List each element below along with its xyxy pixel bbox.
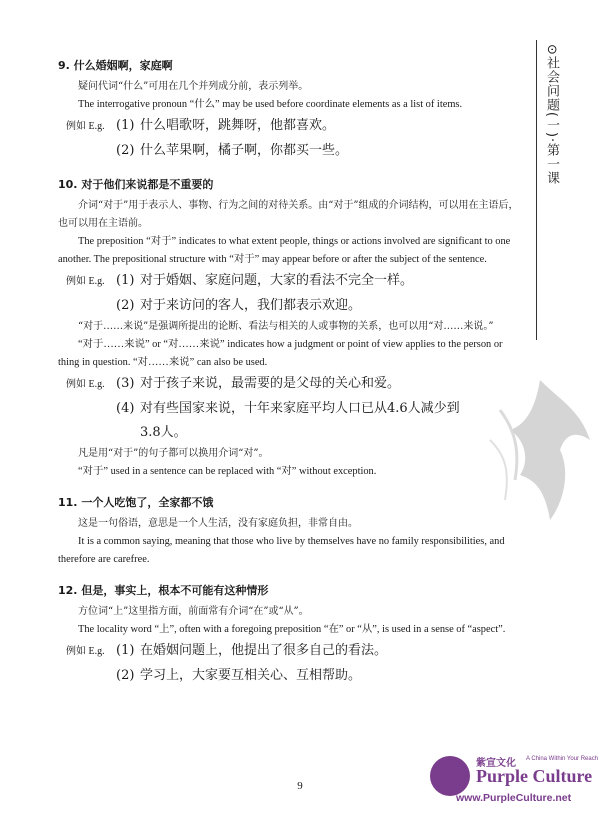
- example: [58, 372, 520, 397]
- section-heading: 9. 什么婚姻啊，家庭啊: [58, 59, 173, 72]
- page-number: 9: [297, 780, 303, 792]
- note-en: “对于……来说” or “对……来说” indicates how a judgment or point of view applies to the person or thing in question. “对……来说” can also be used.: [58, 339, 503, 368]
- example-continuation: 3.8人。: [140, 425, 187, 440]
- section-11: [58, 495, 520, 569]
- example-lead: 例如 E.g.: [66, 276, 105, 287]
- example-text: 学习上，大家要互相关心、互相帮助。: [140, 668, 362, 683]
- section-12: [58, 583, 520, 688]
- section-heading: 12. 但是，事实上，根本不可能有这种情形: [58, 584, 269, 597]
- section-9: [58, 58, 520, 163]
- note-en: The locality word “上”, often with a foregoing preposition “在” or “从”, is used in a sense of “aspect”.: [78, 624, 506, 635]
- note-zh: 介词“对于”用于表示人、事物、行为之间的对待关系。由“对于”组成的介词结构，可以用在主语后，也可以用在主语前。: [58, 200, 519, 229]
- example-number: (1): [116, 118, 135, 133]
- example-text: 对于来访问的客人，我们都表示欢迎。: [140, 298, 362, 313]
- chapter-sidebar: [536, 40, 565, 340]
- chapter-title: ⊙社会问题(一)·第一课: [544, 44, 559, 186]
- note-zh: “对于……来说”是强调所提出的论断、看法与相关的人或事物的关系，也可以用“对……来说。”: [78, 321, 494, 332]
- example: [58, 139, 520, 163]
- logo-icon: [430, 756, 470, 796]
- example-number: (1): [116, 643, 135, 658]
- note-zh: 凡是用“对于”的句子都可以换用介词“对”。: [78, 448, 269, 459]
- section-heading: 11. 一个人吃饱了，全家都不饿: [58, 496, 214, 509]
- example: [58, 294, 520, 318]
- note-en: “对于” used in a sentence can be replaced with “对” without exception.: [78, 466, 377, 477]
- example: [58, 269, 520, 294]
- example-number: (2): [116, 298, 135, 313]
- example-number: (1): [116, 273, 135, 288]
- example: [58, 397, 520, 421]
- example: [58, 114, 520, 139]
- example: [58, 664, 520, 688]
- page-content: [58, 58, 520, 688]
- example-lead: 例如 E.g.: [66, 646, 105, 657]
- example-number: (2): [116, 668, 135, 683]
- logo-name: Purple Culture: [476, 766, 593, 786]
- example: [58, 639, 520, 664]
- logo-url: www.PurpleCulture.net: [456, 792, 572, 804]
- note-zh: 这是一句俗语，意思是一个人生活，没有家庭负担，非常自由。: [78, 518, 358, 529]
- logo-cn-text: 紫宣文化: [476, 758, 516, 769]
- section-heading: 10. 对于他们来说都是不重要的: [58, 178, 214, 191]
- example-lead: 例如 E.g.: [66, 121, 105, 132]
- example-text: 什么唱歌呀，跳舞呀，他都喜欢。: [140, 118, 336, 133]
- logo-tagline: A China Within Your Reach: [526, 756, 599, 762]
- example-text: 在婚姻问题上，他提出了很多自己的看法。: [140, 643, 388, 658]
- example-number: (2): [116, 143, 135, 158]
- section-10: [58, 177, 520, 481]
- purple-culture-watermark: [430, 752, 600, 814]
- example-number: (4): [116, 401, 135, 416]
- note-zh: 方位词“上”这里指方面，前面常有介词“在”或“从”。: [78, 606, 309, 617]
- example-text: 什么苹果啊，橘子啊，你都买一些。: [140, 143, 349, 158]
- example-text: 对于孩子来说，最需要的是父母的关心和爱。: [140, 376, 401, 391]
- example-text: 对于婚姻、家庭问题，大家的看法不完全一样。: [140, 273, 414, 288]
- note-en: The interrogative pronoun “什么” may be used before coordinate elements as a list of items.: [78, 99, 463, 110]
- phoenix-decoration-icon: [480, 370, 600, 530]
- note-en: It is a common saying, meaning that those who live by themselves have no family responsibilities, and therefore are carefree.: [58, 536, 505, 565]
- note-en: The preposition “对于” indicates to what extent people, things or actions involved are significant to one another. The prepositional structure with “对于” may appear before or after the subject of the sentence.: [58, 236, 511, 265]
- example-text: 对有些国家来说，十年来家庭平均人口已从4.6人减少到: [140, 401, 460, 416]
- note-zh: 疑问代词“什么”可用在几个并列成分前，表示列举。: [78, 81, 309, 92]
- example-number: (3): [116, 376, 135, 391]
- example-lead: 例如 E.g.: [66, 379, 105, 390]
